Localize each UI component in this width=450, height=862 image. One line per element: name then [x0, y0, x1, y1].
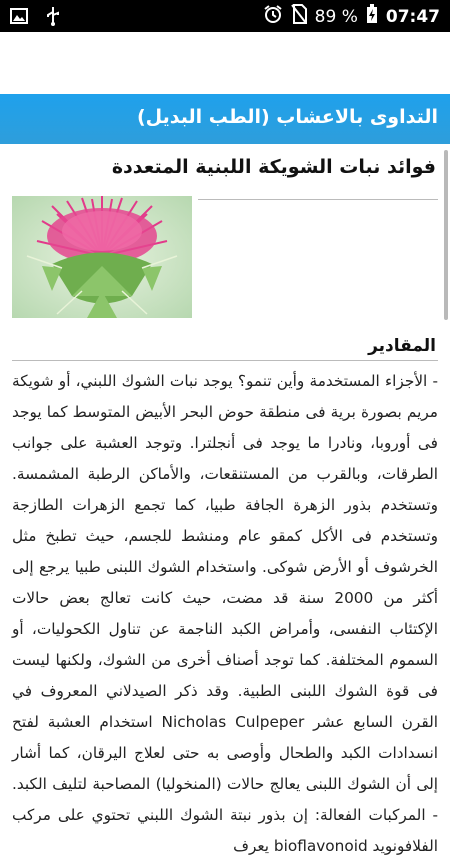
app-bar — [0, 94, 450, 144]
usb-icon — [46, 6, 60, 30]
article-body: - الأجزاء المستخدمة وأين تنمو؟ يوجد نبات الشوك اللبني، أو شويكة مريم بصورة برية فى منطقة حوض البحر الأبيض المتوسط كما يوجد فى أوروبا، ونادرا ما يوجد فى أنجلترا. وتوجد العشبة على جوانب الطرقات، وبالقرب من المستنقعات، والأماكن الرطبة المشمسة. وتستخدم بذور الزهرة الجافة طبيا، كما تجمع الزهرات الطازجة وتستخدم فى الأكل كمقو عام ومنشط للجسم، حيث تطبخ مثل الخرشوف أو الأرض شوكى. واستخدام الشوك اللبنى طبيا يرجع إلى أكثر من 2000 سنة قد مضت، حيث كانت تعالج بعض حالات الإكتئاب النفسى، وأمراض الكبد الناجمة عن تناول الكحوليات، أو السموم المختلفة. كما توجد أصناف أخرى من الشوك، ولكنها ليست فى قوة الشوك اللبنى الطبية. وقد ذكر الصيدلاني المعروف في القرن السابع عشر Nicholas Culpeper استخدام العشبة لفتح انسدادات الكبد والطحال وأوصى به حتى لعلاج اليرقان، كما أشار إلى أن الشوك اللبنى يعالج حالات (المنخوليا) المصاحبة لتليف الكبد. - المركبات الفعالة: إن بذور نبتة الشوك اللبني تحتوي على مركب الفلافونويد bioflavonoid يعرف — [12, 372, 439, 855]
status-bar — [0, 0, 450, 32]
blank-header-area — [0, 32, 450, 94]
title-divider — [198, 199, 438, 200]
article-title: فوائد نبات الشويكة اللبنية المتعددة — [111, 156, 436, 178]
clock: 07:47 — [385, 6, 440, 27]
milk-thistle-image — [12, 196, 192, 318]
article-content[interactable] — [0, 144, 450, 855]
battery-percent: 89 % — [314, 6, 358, 27]
section-title: المقادير — [368, 336, 436, 356]
scrollbar[interactable] — [444, 150, 448, 320]
alarm-icon — [263, 4, 283, 29]
battery-icon — [366, 4, 378, 29]
section-divider — [12, 360, 438, 361]
app-title: التداوى بالاعشاب (الطب البديل) — [136, 106, 438, 128]
no-sim-icon — [291, 4, 307, 29]
image-icon — [10, 8, 28, 28]
